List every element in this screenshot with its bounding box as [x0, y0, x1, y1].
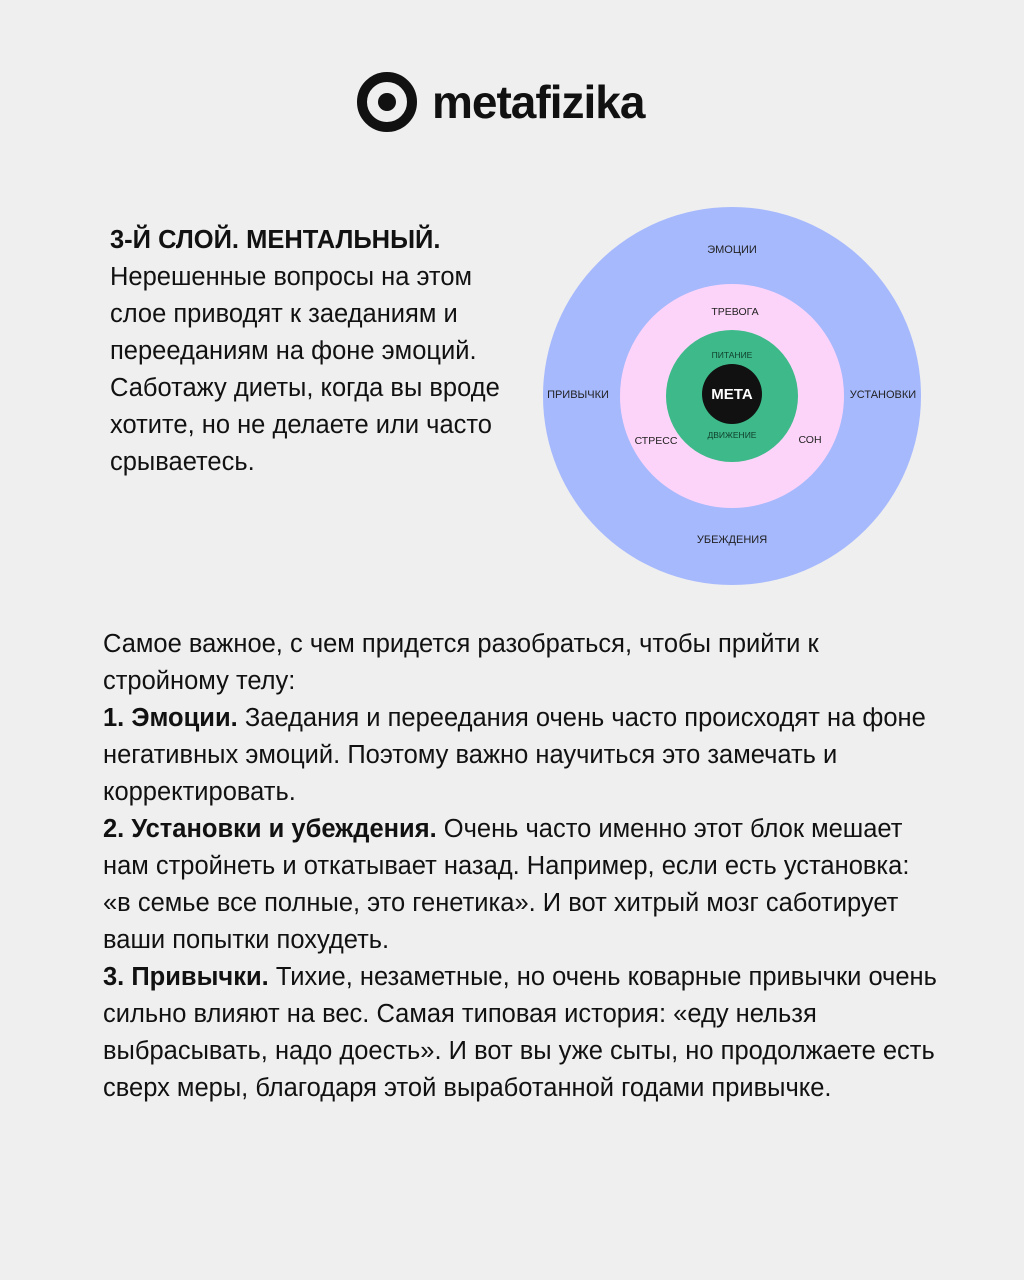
layers-diagram [542, 207, 922, 587]
main-text [103, 626, 943, 1107]
layer-heading: 3-Й СЛОЙ. МЕНТАЛЬНЫЙ. [110, 226, 441, 254]
label-nutrition: ПИТАНИЕ [711, 350, 753, 360]
label-beliefs: УБЕЖДЕНИЯ [696, 534, 768, 546]
item-title: 2. Установки и убеждения. [103, 815, 437, 843]
label-emotions: ЭМОЦИИ [707, 244, 757, 256]
label-anxiety: ТРЕВОГА [711, 306, 759, 318]
brand-name: metafizika [432, 76, 645, 128]
list-item [103, 959, 943, 1107]
label-movement: ДВИЖЕНИЕ [707, 430, 757, 440]
core-label: МЕТА [711, 386, 753, 403]
item-text: Тихие, незаметные, но очень коварные привычки очень сильно влияют на вес. Самая типовая история: «еду нельзя выбрасывать, надо доесть». И вот вы уже сыты, но продолжаете есть сверх меры, благодаря этой выработанной годами привычке. [103, 963, 937, 1102]
item-text: Заедания и переедания очень часто происходят на фоне негативных эмоций. Поэтому важно научиться это замечать и корректировать. [103, 704, 926, 806]
label-attitudes: УСТАНОВКИ [849, 389, 917, 401]
item-title: 1. Эмоции. [103, 704, 238, 732]
intro-text: Нерешенные вопросы на этом слое приводят к заеданиям и перееданиям на фоне эмоций. Саботажу диеты, когда вы вроде хотите, но не делаете или часто срываетесь. [110, 263, 500, 476]
label-stress: СТРЕСС [634, 435, 678, 447]
body-intro: Самое важное, с чем придется разобраться, чтобы прийти к стройному телу: [103, 630, 819, 695]
item-title: 3. Привычки. [103, 963, 269, 991]
item-text: Очень часто именно этот блок мешает нам стройнеть и откатывает назад. Например, если есть установка: «в семье все полные, это генетика». И вот хитрый мозг саботирует ваши попытки похудеть. [103, 815, 910, 954]
intro-block [110, 222, 530, 481]
target-icon [356, 71, 418, 133]
brand-logo [356, 70, 644, 134]
label-habits: ПРИВЫЧКИ [547, 389, 609, 401]
label-sleep: СОН [798, 434, 822, 446]
list-item [103, 811, 943, 959]
list-item [103, 700, 943, 811]
